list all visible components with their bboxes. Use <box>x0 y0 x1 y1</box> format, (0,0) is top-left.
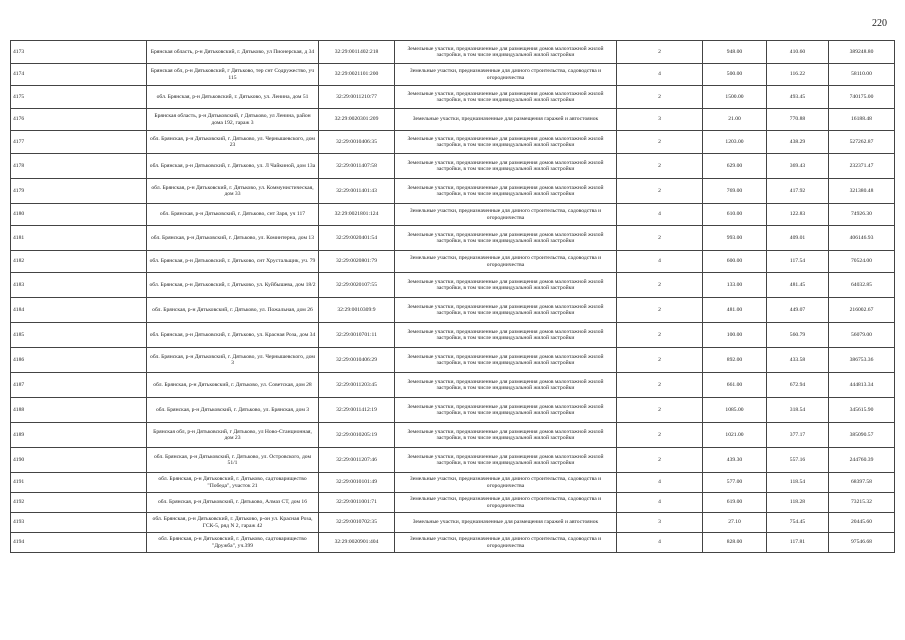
area-cell: 1203.00 <box>703 131 767 154</box>
cadastral-number-cell: 32:29:0010406:29 <box>319 348 395 373</box>
land-use-cell: Земельные участки, предназначенные для размещения домов малоэтажной жилой застройки, в том числе индивидуальной жилой застройки <box>395 423 617 448</box>
row-number: 4180 <box>11 204 147 226</box>
row-number: 4174 <box>11 64 147 86</box>
use-group-cell: 4 <box>617 204 703 226</box>
area-cell: 481.00 <box>703 298 767 323</box>
land-use-cell: Земельные участки, предназначенные для размещения гаражей и автостоянок <box>395 513 617 533</box>
area-cell: 1021.00 <box>703 423 767 448</box>
area-cell: 439.30 <box>703 448 767 473</box>
area-cell: 629.00 <box>703 154 767 179</box>
specific-value-cell: 118.28 <box>767 493 829 513</box>
specific-value-cell: 770.88 <box>767 109 829 131</box>
area-cell: 993.00 <box>703 226 767 251</box>
area-cell: 500.00 <box>703 64 767 86</box>
address-cell: обл. Брянская, р-н Дятьковский, г. Дятьково, садтоварищество "Дружба", уч.399 <box>147 533 319 553</box>
address-cell: Брянская область, р-н Дятьковский, г. Дятьково, ул Пионерская, д 34 <box>147 41 319 64</box>
area-cell: 600.00 <box>703 251 767 273</box>
table-row <box>11 493 895 513</box>
row-number: 4193 <box>11 513 147 533</box>
table-row <box>11 473 895 493</box>
cadastral-value-cell: 444813.34 <box>829 373 895 398</box>
specific-value-cell: 117.54 <box>767 251 829 273</box>
address-cell: обл. Брянская, р-н Дятьковский, г. Дятьково, Алмаз СТ, дом 16 <box>147 493 319 513</box>
cadastral-number-cell: 32:29:0011401:43 <box>319 179 395 204</box>
cadastral-number-cell: 32:29:0020801:79 <box>319 251 395 273</box>
cadastral-value-cell: 386753.36 <box>829 348 895 373</box>
use-group-cell: 3 <box>617 109 703 131</box>
area-cell: 1085.00 <box>703 398 767 423</box>
cadastral-value-cell: 68397.58 <box>829 473 895 493</box>
cadastral-value-table <box>10 40 895 553</box>
specific-value-cell: 318.54 <box>767 398 829 423</box>
table-row <box>11 513 895 533</box>
cadastral-value-cell: 70524.00 <box>829 251 895 273</box>
address-cell: обл. Брянская, р-н Дятьковский, г. Дятьково, ул. Советская, дом 28 <box>147 373 319 398</box>
land-use-cell: Земельные участки, предназначенные для дачного строительства, садоводства и огородничества <box>395 64 617 86</box>
land-use-cell: Земельные участки, предназначенные для размещения домов малоэтажной жилой застройки, в том числе индивидуальной жилой застройки <box>395 373 617 398</box>
row-number: 4183 <box>11 273 147 298</box>
cadastral-value-cell: 406146.93 <box>829 226 895 251</box>
area-cell: 133.00 <box>703 273 767 298</box>
table-row <box>11 131 895 154</box>
table-row <box>11 398 895 423</box>
area-cell: 828.00 <box>703 533 767 553</box>
use-group-cell: 4 <box>617 533 703 553</box>
address-cell: обл. Брянская, р-н Дятьковский, г. Дятьково, ул. Брянская, дом 3 <box>147 398 319 423</box>
table-row <box>11 86 895 109</box>
address-cell: обл. Брянская, р-н Дятьковский, г. Дятьково, ул. Чернышевского, дом 3 <box>147 348 319 373</box>
cadastral-number-cell: 32:29:0010205:19 <box>319 423 395 448</box>
row-number: 4191 <box>11 473 147 493</box>
area-cell: 27.10 <box>703 513 767 533</box>
address-cell: обл. Брянская, р-н Дятьковский, г. Дятьково, ул. Коммунистическая, дом 33 <box>147 179 319 204</box>
area-cell: 1500.00 <box>703 86 767 109</box>
cadastral-number-cell: 32:29:0011407:58 <box>319 154 395 179</box>
land-use-cell: Земельные участки, предназначенные для размещения домов малоэтажной жилой застройки, в том числе индивидуальной жилой застройки <box>395 323 617 348</box>
row-number: 4182 <box>11 251 147 273</box>
cadastral-value-cell: 527262.87 <box>829 131 895 154</box>
address-cell: обл. Брянская, р-н Дятьковский, г. Дятьково, ул. Красная Роза, дом 34 <box>147 323 319 348</box>
cadastral-value-cell: 321380.48 <box>829 179 895 204</box>
row-number: 4190 <box>11 448 147 473</box>
land-use-cell: Земельные участки, предназначенные для размещения домов малоэтажной жилой застройки, в том числе индивидуальной жилой застройки <box>395 348 617 373</box>
specific-value-cell: 557.16 <box>767 448 829 473</box>
row-number: 4186 <box>11 348 147 373</box>
use-group-cell: 2 <box>617 373 703 398</box>
cadastral-number-cell: 32:29:0021101:200 <box>319 64 395 86</box>
address-cell: обл. Брянская, р-н Дятьковский, г. Дятьково, снт Заря, уч 117 <box>147 204 319 226</box>
use-group-cell: 4 <box>617 473 703 493</box>
land-use-cell: Земельные участки, предназначенные для дачного строительства, садоводства и огородничества <box>395 493 617 513</box>
cadastral-value-cell: 389248.80 <box>829 41 895 64</box>
use-group-cell: 2 <box>617 154 703 179</box>
specific-value-cell: 672.94 <box>767 373 829 398</box>
address-cell: обл. Брянская, р-н Дятьковский, г. Дятьково, ул. Л Чайкиной, дом 13а <box>147 154 319 179</box>
cadastral-value-cell: 345615.90 <box>829 398 895 423</box>
cadastral-value-cell: 58110.00 <box>829 64 895 86</box>
use-group-cell: 2 <box>617 131 703 154</box>
cadastral-number-cell: 32:29:0010101:49 <box>319 473 395 493</box>
specific-value-cell: 409.01 <box>767 226 829 251</box>
use-group-cell: 2 <box>617 298 703 323</box>
specific-value-cell: 410.60 <box>767 41 829 64</box>
row-number: 4184 <box>11 298 147 323</box>
land-use-cell: Земельные участки, предназначенные для размещения домов малоэтажной жилой застройки, в том числе индивидуальной жилой застройки <box>395 154 617 179</box>
land-use-cell: Земельные участки, предназначенные для дачного строительства, садоводства и огородничества <box>395 204 617 226</box>
cadastral-value-cell: 16188.48 <box>829 109 895 131</box>
area-cell: 21.00 <box>703 109 767 131</box>
row-number: 4181 <box>11 226 147 251</box>
table-body <box>11 41 895 553</box>
cadastral-number-cell: 32:29:0020401:54 <box>319 226 395 251</box>
address-cell: обл. Брянская, р-н Дятьковский, г. Дятьково, р-он ул. Красная Роза, ГСК-5, ряд N 2, гараж 42 <box>147 513 319 533</box>
address-cell: обл. Брянская, р-н Дятьковский, г. Дятьково, снт Хрустальщик, уч. 79 <box>147 251 319 273</box>
table-row <box>11 179 895 204</box>
use-group-cell: 4 <box>617 64 703 86</box>
land-use-cell: Земельные участки, предназначенные для размещения домов малоэтажной жилой застройки, в том числе индивидуальной жилой застройки <box>395 273 617 298</box>
land-use-cell: Земельные участки, предназначенные для размещения гаражей и автостоянок <box>395 109 617 131</box>
specific-value-cell: 118.54 <box>767 473 829 493</box>
cadastral-value-cell: 216002.67 <box>829 298 895 323</box>
cadastral-number-cell: 32:29:0020107:55 <box>319 273 395 298</box>
table-row <box>11 448 895 473</box>
area-cell: 577.00 <box>703 473 767 493</box>
use-group-cell: 3 <box>617 513 703 533</box>
table-row <box>11 423 895 448</box>
table-row <box>11 323 895 348</box>
cadastral-number-cell: 32:29:0011402:218 <box>319 41 395 64</box>
row-number: 4187 <box>11 373 147 398</box>
address-cell: обл. Брянская, р-н Дятьковский, г. Дятьково, ул. Чернышевского, дом 23 <box>147 131 319 154</box>
use-group-cell: 2 <box>617 348 703 373</box>
land-use-cell: Земельные участки, предназначенные для дачного строительства, садоводства и огородничества <box>395 251 617 273</box>
address-cell: обл. Брянская, р-н Дятьковский, г. Дятьково, ул. Островского, дом 51/1 <box>147 448 319 473</box>
row-number: 4178 <box>11 154 147 179</box>
cadastral-number-cell: 32:29:0020901:404 <box>319 533 395 553</box>
cadastral-value-cell: 73215.32 <box>829 493 895 513</box>
specific-value-cell: 369.43 <box>767 154 829 179</box>
use-group-cell: 2 <box>617 226 703 251</box>
table-row <box>11 348 895 373</box>
address-cell: обл. Брянская, р-н Дятьковский, г. Дятьково, ул. Куйбышева, дом 18/2 <box>147 273 319 298</box>
land-use-cell: Земельные участки, предназначенные для размещения домов малоэтажной жилой застройки, в том числе индивидуальной жилой застройки <box>395 179 617 204</box>
specific-value-cell: 481.45 <box>767 273 829 298</box>
row-number: 4194 <box>11 533 147 553</box>
cadastral-value-cell: 244760.39 <box>829 448 895 473</box>
land-use-cell: Земельные участки, предназначенные для размещения домов малоэтажной жилой застройки, в том числе индивидуальной жилой застройки <box>395 41 617 64</box>
land-use-cell: Земельные участки, предназначенные для размещения домов малоэтажной жилой застройки, в том числе индивидуальной жилой застройки <box>395 448 617 473</box>
cadastral-value-cell: 64032.85 <box>829 273 895 298</box>
area-cell: 100.00 <box>703 323 767 348</box>
use-group-cell: 2 <box>617 448 703 473</box>
area-cell: 610.00 <box>703 204 767 226</box>
specific-value-cell: 449.07 <box>767 298 829 323</box>
table-row <box>11 154 895 179</box>
row-number: 4185 <box>11 323 147 348</box>
specific-value-cell: 417.92 <box>767 179 829 204</box>
specific-value-cell: 493.45 <box>767 86 829 109</box>
table-row <box>11 251 895 273</box>
use-group-cell: 2 <box>617 273 703 298</box>
table-row <box>11 64 895 86</box>
cadastral-number-cell: 32:29:0011203:45 <box>319 373 395 398</box>
specific-value-cell: 438.29 <box>767 131 829 154</box>
land-use-cell: Земельные участки, предназначенные для размещения домов малоэтажной жилой застройки, в том числе индивидуальной жилой застройки <box>395 398 617 423</box>
address-cell: обл. Брянская, р-н Дятьковский, г. Дятьково, ул. Коминтерна, дом 13 <box>147 226 319 251</box>
land-use-cell: Земельные участки, предназначенные для размещения домов малоэтажной жилой застройки, в том числе индивидуальной жилой застройки <box>395 298 617 323</box>
specific-value-cell: 754.45 <box>767 513 829 533</box>
cadastral-value-cell: 20445.60 <box>829 513 895 533</box>
specific-value-cell: 377.17 <box>767 423 829 448</box>
table-row <box>11 533 895 553</box>
area-cell: 661.00 <box>703 373 767 398</box>
page-number: 220 <box>872 18 887 29</box>
cadastral-number-cell: 32:29:0011207:46 <box>319 448 395 473</box>
table-row <box>11 41 895 64</box>
cadastral-number-cell: 32:29:0020301:209 <box>319 109 395 131</box>
row-number: 4173 <box>11 41 147 64</box>
table-row <box>11 109 895 131</box>
area-cell: 769.00 <box>703 179 767 204</box>
use-group-cell: 2 <box>617 323 703 348</box>
table-row <box>11 298 895 323</box>
row-number: 4177 <box>11 131 147 154</box>
land-use-cell: Земельные участки, предназначенные для размещения домов малоэтажной жилой застройки, в том числе индивидуальной жилой застройки <box>395 86 617 109</box>
cadastral-value-cell: 74926.30 <box>829 204 895 226</box>
table-row <box>11 226 895 251</box>
cadastral-number-cell: 32:29:0010406:35 <box>319 131 395 154</box>
cadastral-number-cell: 32:29:0010702:35 <box>319 513 395 533</box>
row-number: 4192 <box>11 493 147 513</box>
specific-value-cell: 122.83 <box>767 204 829 226</box>
address-cell: обл. Брянская, р-н Дятьковский, г. Дятьково, ул. Ленина, дом 51 <box>147 86 319 109</box>
cadastral-number-cell: 32:29:0021801:124 <box>319 204 395 226</box>
land-use-cell: Земельные участки, предназначенные для размещения домов малоэтажной жилой застройки, в том числе индивидуальной жилой застройки <box>395 226 617 251</box>
row-number: 4175 <box>11 86 147 109</box>
area-cell: 892.00 <box>703 348 767 373</box>
use-group-cell: 2 <box>617 41 703 64</box>
use-group-cell: 2 <box>617 398 703 423</box>
use-group-cell: 4 <box>617 251 703 273</box>
row-number: 4176 <box>11 109 147 131</box>
cadastral-number-cell: 32:29:0011210:77 <box>319 86 395 109</box>
use-group-cell: 4 <box>617 493 703 513</box>
cadastral-value-cell: 56079.00 <box>829 323 895 348</box>
area-cell: 948.00 <box>703 41 767 64</box>
table-row <box>11 204 895 226</box>
cadastral-value-cell: 385090.57 <box>829 423 895 448</box>
address-cell: Брянская обл, р-н Дятьковский, г Дятьково, ул Ново-Станционная, дом 23 <box>147 423 319 448</box>
use-group-cell: 2 <box>617 179 703 204</box>
address-cell: обл. Брянская, р-н Дятьковский, г. Дятьково, ул. Пожальная, дом 26 <box>147 298 319 323</box>
land-use-cell: Земельные участки, предназначенные для дачного строительства, садоводства и огородничества <box>395 533 617 553</box>
specific-value-cell: 433.58 <box>767 348 829 373</box>
row-number: 4189 <box>11 423 147 448</box>
specific-value-cell: 117.81 <box>767 533 829 553</box>
use-group-cell: 2 <box>617 423 703 448</box>
specific-value-cell: 116.22 <box>767 64 829 86</box>
specific-value-cell: 560.79 <box>767 323 829 348</box>
row-number: 4179 <box>11 179 147 204</box>
use-group-cell: 2 <box>617 86 703 109</box>
land-use-cell: Земельные участки, предназначенные для размещения домов малоэтажной жилой застройки, в том числе индивидуальной жилой застройки <box>395 131 617 154</box>
cadastral-number-cell: 32:29:0011412:19 <box>319 398 395 423</box>
address-cell: Брянская обл, р-н Дятьковский, г Дятьково, тер снт Содружество, уч 115 <box>147 64 319 86</box>
table-row <box>11 373 895 398</box>
cadastral-value-cell: 232371.47 <box>829 154 895 179</box>
cadastral-number-cell: 32:29:0011001:71 <box>319 493 395 513</box>
area-cell: 619.00 <box>703 493 767 513</box>
land-use-cell: Земельные участки, предназначенные для дачного строительства, садоводства и огородничества <box>395 473 617 493</box>
address-cell: Брянская область, р-н Дятьковский, г Дятьково, ул Ленина, район дома 192, гараж 3 <box>147 109 319 131</box>
cadastral-value-cell: 740175.00 <box>829 86 895 109</box>
address-cell: обл. Брянская, р-н Дятьковский, г. Дятьково, садтоварищество "Победа", участок 21 <box>147 473 319 493</box>
cadastral-number-cell: 32:29:0010309:9 <box>319 298 395 323</box>
cadastral-value-cell: 97546.68 <box>829 533 895 553</box>
row-number: 4188 <box>11 398 147 423</box>
table-row <box>11 273 895 298</box>
cadastral-number-cell: 32:29:0010701:11 <box>319 323 395 348</box>
